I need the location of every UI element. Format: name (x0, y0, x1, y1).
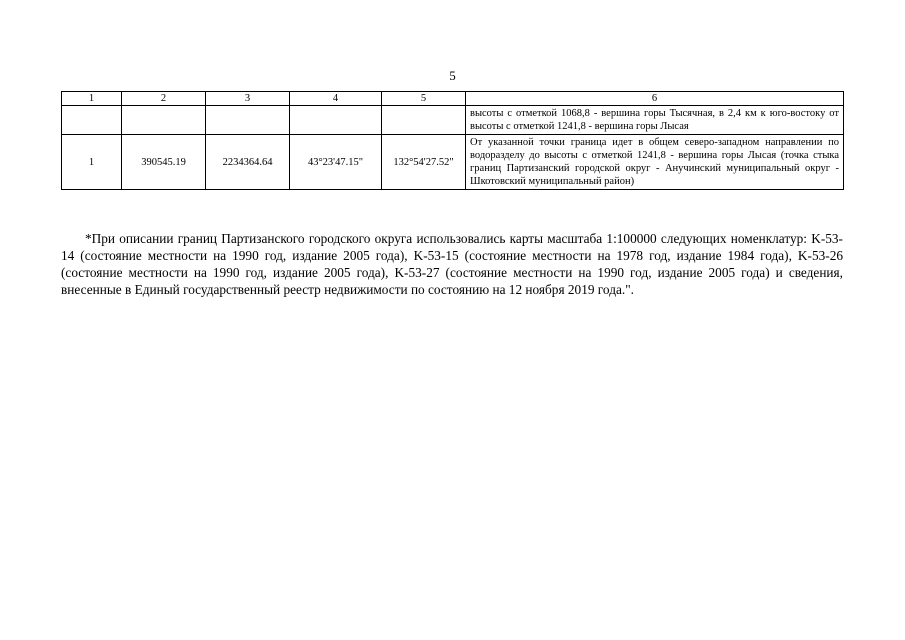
cell-empty (62, 106, 122, 135)
footnote-text: *При описании границ Партизанского городского округа использовались карты масштаба 1:100000 следующих номенклатур: K-53-14 (состояние местности на 1990 год, издание 2005 года), K-53-15 (состояние местности на 1978 год, издание 1984 года), K-53-26 (состояние местности на 1990 год, издание 2005 года), K-53-27 (состояние местности на 1990 год, издание 2005 года) и сведения, внесенные в Единый государственный реестр недвижимости по состоянию на 12 ноября 2019 года.". (61, 231, 843, 297)
page-number: 5 (449, 68, 456, 83)
table-row-point (62, 135, 844, 190)
cell-x-coordinate: 390545.19 (122, 135, 206, 190)
cell-y-coordinate: 2234364.64 (206, 135, 290, 190)
cell-description-continuation: высоты с отметкой 1068,8 - вершина горы Тысячная, в 2,4 км к юго-востоку от высоты с отметкой 1241,8 - вершина горы Лысая (466, 106, 844, 135)
header-col-6: 6 (466, 92, 844, 106)
cell-empty (122, 106, 206, 135)
table-header-row (62, 92, 844, 106)
cell-empty (382, 106, 466, 135)
cell-latitude: 43°23'47.15" (290, 135, 382, 190)
table-row-continuation (62, 106, 844, 135)
cell-empty (206, 106, 290, 135)
cell-point-number: 1 (62, 135, 122, 190)
header-col-5: 5 (382, 92, 466, 106)
header-col-2: 2 (122, 92, 206, 106)
cell-description: От указанной точки граница идет в общем северо-западном направлении по водоразделу до высоты с отметкой 1241,8 - вершина горы Лысая (точка стыка границ Партизанский городской округ - Анучинский муниципальный округ - Шкотовский муниципальный район) (466, 135, 844, 190)
boundary-table (61, 91, 844, 190)
header-col-1: 1 (62, 92, 122, 106)
cell-empty (290, 106, 382, 135)
cell-longitude: 132°54'27.52" (382, 135, 466, 190)
header-col-4: 4 (290, 92, 382, 106)
header-col-3: 3 (206, 92, 290, 106)
